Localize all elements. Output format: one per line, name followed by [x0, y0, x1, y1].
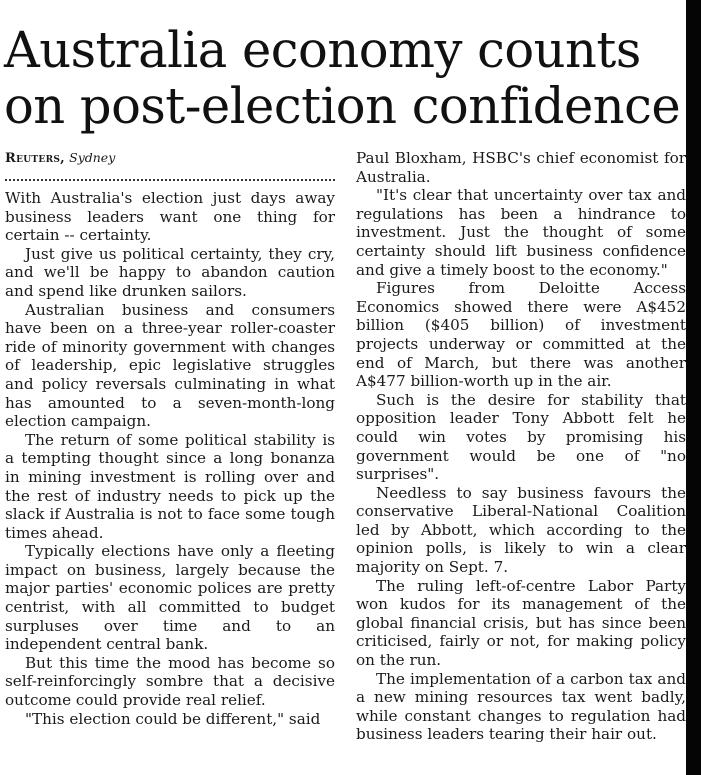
paragraph: Just give us political certainty, they cry, and we'll be happy to abandon caution and spend like drunken sailors.	[5, 244, 335, 300]
headline-line-1: Australia economy counts	[4, 21, 641, 79]
dotted-divider	[5, 168, 335, 181]
scan-edge	[686, 0, 701, 775]
paragraph: The ruling left-of-centre Labor Party won kudos for its management of the global financial crisis, but has since been criticised, fairly or not, for making policy on the run.	[356, 576, 686, 670]
byline	[5, 149, 335, 168]
paragraph: Typically elections have only a fleeting impact on business, largely because the major parties' economic polices are pretty centrist, with all committed to budget surpluses over time and to an independent central bank.	[5, 542, 335, 654]
paragraph: Figures from Deloitte Access Economics showed there were A$452 billion ($405 billion) of investment projects underway or committed at the end of March, but there was another A$477 billion-worth up in the air.	[356, 279, 686, 391]
paragraph: Australian business and consumers have been on a three-year roller-coaster ride of minority government with changes of leadership, epic legislative struggles and policy reversals culminating in what has amounted to a seven-month-long election campaign.	[5, 300, 335, 431]
article-headline	[4, 22, 686, 134]
paragraph: The return of some political stability is a tempting thought since a long bonanza in mining investment is rolling over and the rest of industry needs to pick up the slack if Australia is not to face some tough times ahead.	[5, 430, 335, 542]
paragraph: "This election could be different," said	[25, 709, 321, 728]
byline-city: Sydney	[69, 150, 116, 165]
byline-agency: Reuters,	[5, 151, 65, 166]
paragraph: But this time the mood has become so self-reinforcingly sombre that a decisive outcome could provide real relief.	[5, 653, 335, 710]
headline-line-2: on post-election confidence	[4, 77, 681, 135]
article-column-right	[356, 149, 686, 744]
paragraph: The implementation of a carbon tax and a new mining resources tax went badly, while constant changes to regulation had business leaders tearing their hair out.	[356, 669, 686, 744]
paragraph: Such is the desire for stability that opposition leader Tony Abbott felt he could win votes by promising his government would be one of "no surprises".	[356, 390, 686, 484]
paragraph: Paul Bloxham, HSBC's chief economist for Australia.	[356, 149, 686, 186]
paragraph: Needless to say business favours the conservative Liberal-National Coalition led by Abbott, which according to the opinion polls, is likely to win a clear majority on Sept. 7.	[356, 483, 686, 577]
paragraph: "It's clear that uncertainty over tax and regulations has been a hindrance to investment. Just the thought of some certainty should lift business confidence and give a timely boost to the economy."	[356, 186, 686, 279]
article-column-left	[5, 149, 335, 728]
paragraph: With Australia's election just days away business leaders want one thing for certain -- certainty.	[5, 189, 335, 245]
